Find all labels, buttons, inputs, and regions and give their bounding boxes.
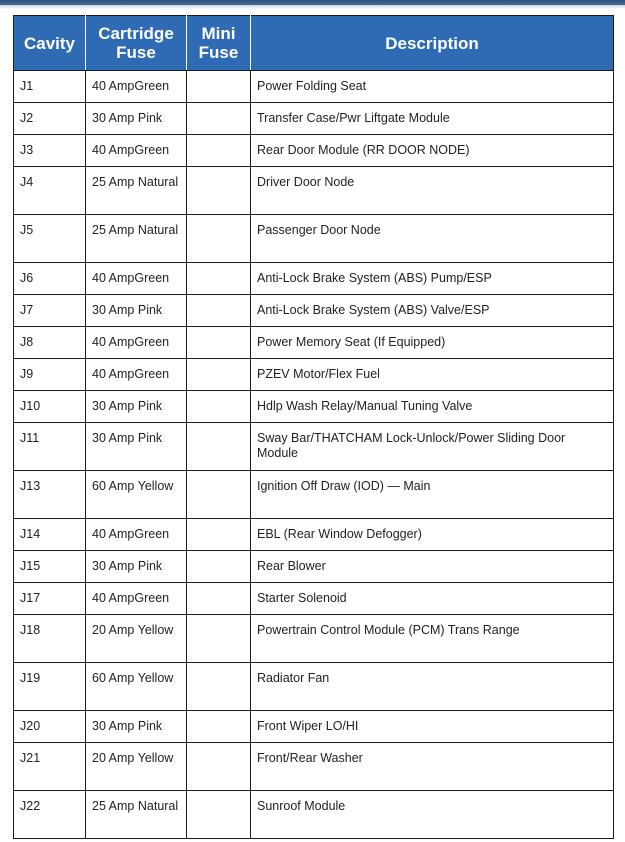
cell-cavity: J14 (14, 519, 86, 551)
cell-mini-fuse (187, 391, 251, 423)
cell-mini-fuse (187, 583, 251, 615)
cell-description: Rear Blower (251, 551, 614, 583)
cell-cartridge-fuse: 40 AmpGreen (86, 71, 187, 103)
table-row (14, 711, 614, 743)
table-body (14, 71, 614, 839)
cell-cartridge-fuse: 25 Amp Natural (86, 167, 187, 215)
cell-description: Power Folding Seat (251, 71, 614, 103)
cell-mini-fuse (187, 791, 251, 839)
table-row (14, 391, 614, 423)
cell-description: Driver Door Node (251, 167, 614, 215)
table-row (14, 615, 614, 663)
cell-mini-fuse (187, 215, 251, 263)
table-row (14, 583, 614, 615)
cell-cavity: J6 (14, 263, 86, 295)
cell-description: Sunroof Module (251, 791, 614, 839)
cell-mini-fuse (187, 471, 251, 519)
cell-description: Starter Solenoid (251, 583, 614, 615)
header-description: Description (251, 16, 614, 71)
table-row (14, 791, 614, 839)
table-header-row (14, 16, 614, 71)
cell-description: Anti-Lock Brake System (ABS) Pump/ESP (251, 263, 614, 295)
cell-mini-fuse (187, 263, 251, 295)
cell-mini-fuse (187, 519, 251, 551)
cell-mini-fuse (187, 327, 251, 359)
cell-cartridge-fuse: 40 AmpGreen (86, 583, 187, 615)
cell-cavity: J21 (14, 743, 86, 791)
cell-cavity: J11 (14, 423, 86, 471)
cell-cartridge-fuse: 40 AmpGreen (86, 519, 187, 551)
cell-description: Sway Bar/THATCHAM Lock-Unlock/Power Sliding Door Module (251, 423, 614, 471)
cell-mini-fuse (187, 663, 251, 711)
cell-cavity: J10 (14, 391, 86, 423)
cell-cartridge-fuse: 40 AmpGreen (86, 263, 187, 295)
table-row (14, 327, 614, 359)
cell-mini-fuse (187, 167, 251, 215)
cell-description: Rear Door Module (RR DOOR NODE) (251, 135, 614, 167)
cell-cavity: J4 (14, 167, 86, 215)
cell-mini-fuse (187, 135, 251, 167)
cell-mini-fuse (187, 615, 251, 663)
cell-cavity: J5 (14, 215, 86, 263)
table-row (14, 551, 614, 583)
cell-mini-fuse (187, 711, 251, 743)
cell-cartridge-fuse: 25 Amp Natural (86, 215, 187, 263)
header-cartridge-fuse: Cartridge Fuse (86, 16, 187, 71)
cell-cavity: J2 (14, 103, 86, 135)
cell-cartridge-fuse: 30 Amp Pink (86, 295, 187, 327)
top-border-shadow (0, 5, 625, 9)
cell-cavity: J7 (14, 295, 86, 327)
table-row (14, 471, 614, 519)
cell-cartridge-fuse: 25 Amp Natural (86, 791, 187, 839)
cell-mini-fuse (187, 103, 251, 135)
cell-description: Transfer Case/Pwr Liftgate Module (251, 103, 614, 135)
cell-cartridge-fuse: 30 Amp Pink (86, 391, 187, 423)
cell-description: Passenger Door Node (251, 215, 614, 263)
cell-description: EBL (Rear Window Defogger) (251, 519, 614, 551)
cell-cavity: J9 (14, 359, 86, 391)
cell-description: Anti-Lock Brake System (ABS) Valve/ESP (251, 295, 614, 327)
cell-cartridge-fuse: 20 Amp Yellow (86, 743, 187, 791)
table-row (14, 295, 614, 327)
cell-cartridge-fuse: 40 AmpGreen (86, 327, 187, 359)
cell-cavity: J17 (14, 583, 86, 615)
table-row (14, 359, 614, 391)
cell-description: Radiator Fan (251, 663, 614, 711)
cell-cavity: J3 (14, 135, 86, 167)
cell-description: Ignition Off Draw (IOD) — Main (251, 471, 614, 519)
cell-cartridge-fuse: 30 Amp Pink (86, 103, 187, 135)
cell-cavity: J20 (14, 711, 86, 743)
table-row (14, 743, 614, 791)
cell-mini-fuse (187, 743, 251, 791)
cell-cartridge-fuse: 40 AmpGreen (86, 359, 187, 391)
table-row (14, 423, 614, 471)
cell-cartridge-fuse: 30 Amp Pink (86, 711, 187, 743)
table-row (14, 71, 614, 103)
cell-cavity: J22 (14, 791, 86, 839)
cell-cavity: J1 (14, 71, 86, 103)
cell-mini-fuse (187, 359, 251, 391)
cell-mini-fuse (187, 71, 251, 103)
cell-mini-fuse (187, 423, 251, 471)
cell-description: Power Memory Seat (If Equipped) (251, 327, 614, 359)
table-row (14, 215, 614, 263)
cell-description: PZEV Motor/Flex Fuel (251, 359, 614, 391)
table-row (14, 263, 614, 295)
table-row (14, 167, 614, 215)
cell-mini-fuse (187, 551, 251, 583)
cell-cavity: J15 (14, 551, 86, 583)
cell-cartridge-fuse: 60 Amp Yellow (86, 471, 187, 519)
table-row (14, 103, 614, 135)
cell-cartridge-fuse: 60 Amp Yellow (86, 663, 187, 711)
cell-cartridge-fuse: 40 AmpGreen (86, 135, 187, 167)
cell-description: Hdlp Wash Relay/Manual Tuning Valve (251, 391, 614, 423)
cell-cavity: J18 (14, 615, 86, 663)
header-cavity: Cavity (14, 16, 86, 71)
cell-cavity: J13 (14, 471, 86, 519)
table-row (14, 135, 614, 167)
header-mini-fuse: Mini Fuse (187, 16, 251, 71)
cell-cavity: J8 (14, 327, 86, 359)
cell-description: Front Wiper LO/HI (251, 711, 614, 743)
cell-description: Powertrain Control Module (PCM) Trans Range (251, 615, 614, 663)
cell-mini-fuse (187, 295, 251, 327)
cell-cavity: J19 (14, 663, 86, 711)
table-row (14, 519, 614, 551)
table-row (14, 663, 614, 711)
cell-cartridge-fuse: 30 Amp Pink (86, 423, 187, 471)
fuse-table (13, 15, 614, 839)
cell-cartridge-fuse: 20 Amp Yellow (86, 615, 187, 663)
cell-cartridge-fuse: 30 Amp Pink (86, 551, 187, 583)
cell-description: Front/Rear Washer (251, 743, 614, 791)
